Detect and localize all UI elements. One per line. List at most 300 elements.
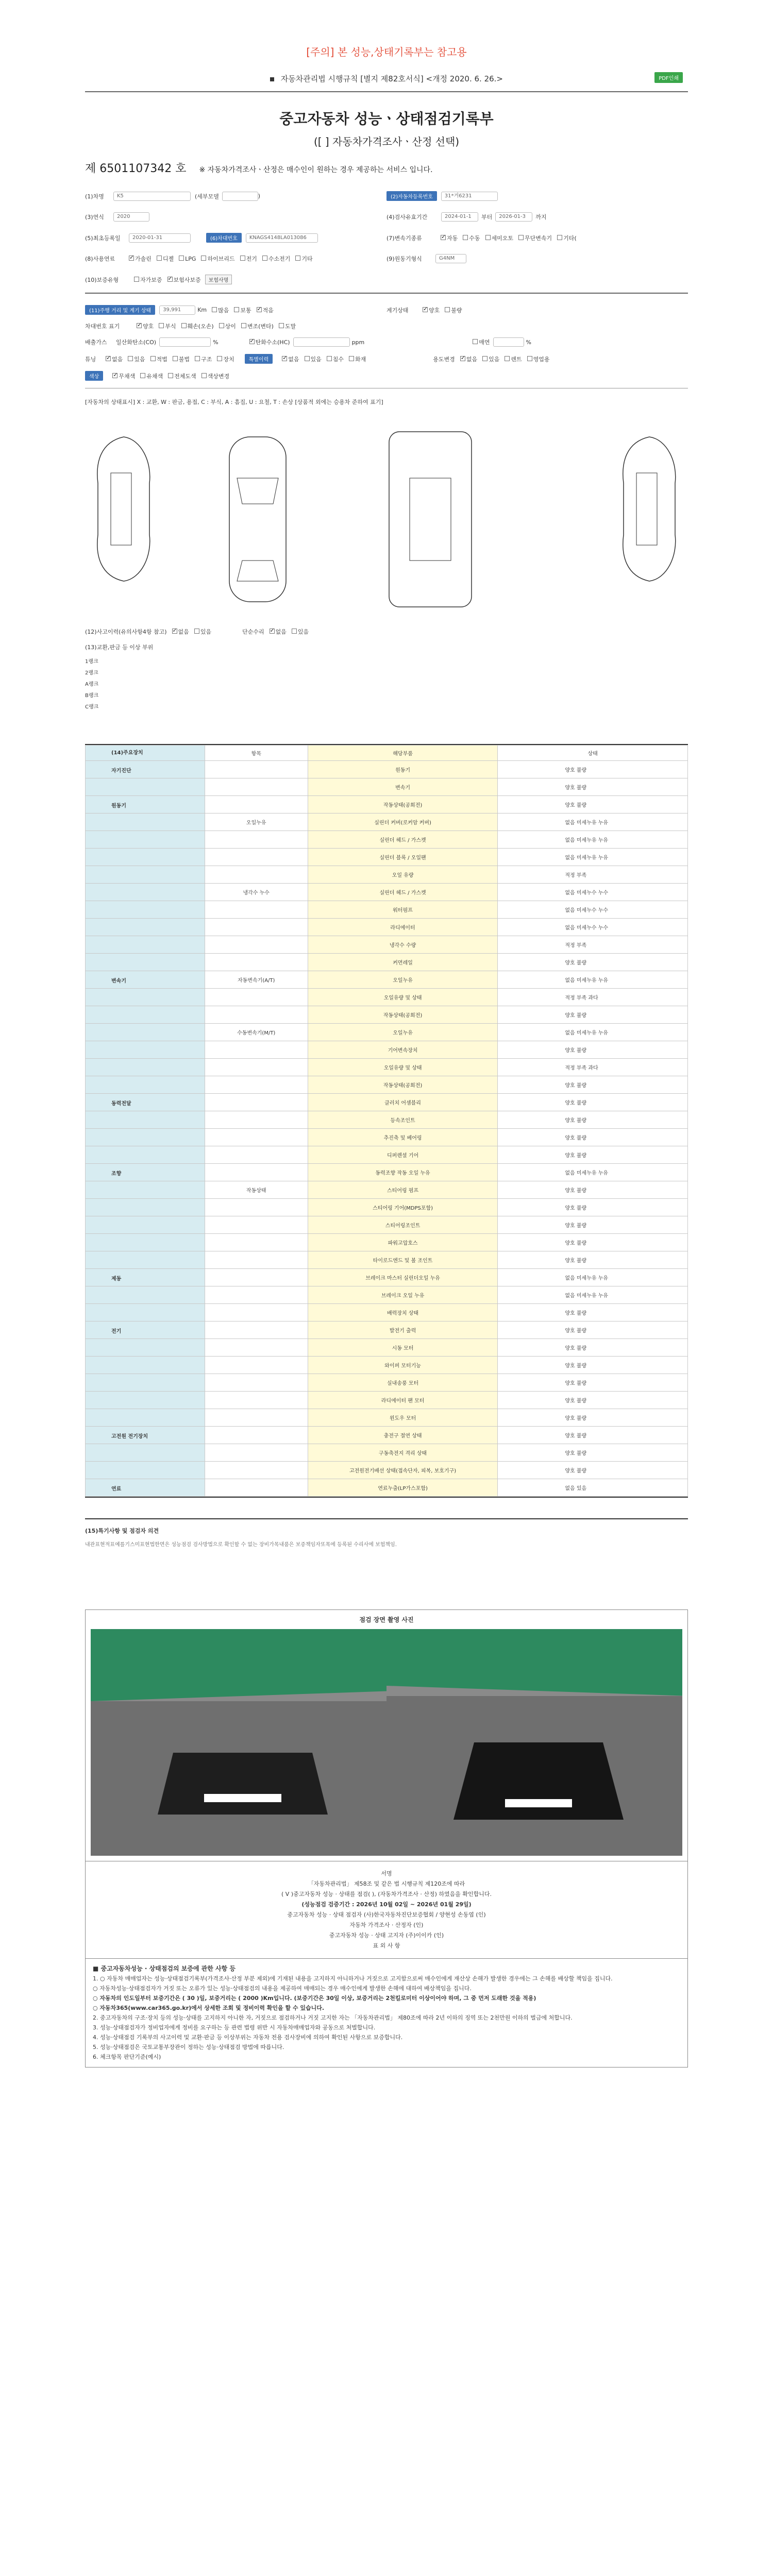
fuel-diesel-label: 디젤 — [162, 256, 174, 262]
row-status[interactable]: 양호 불량 — [498, 1041, 688, 1059]
row-item — [205, 761, 308, 778]
row-item — [205, 1374, 308, 1392]
row-status[interactable]: 양호 불량 — [498, 1094, 688, 1111]
row-item — [205, 1199, 308, 1216]
table-row — [86, 936, 688, 954]
row-status[interactable]: 적정 부족 — [498, 866, 688, 884]
simple-yes-label: 있음 — [297, 629, 309, 635]
row-item — [205, 866, 308, 884]
fuel-label: (8)사용연료 — [85, 256, 115, 262]
row-status[interactable]: 양호 불량 — [498, 1374, 688, 1392]
pdf-print-button[interactable]: PDF인쇄 — [654, 72, 683, 83]
row-status[interactable]: 양호 불량 — [498, 1392, 688, 1409]
row-category — [86, 1251, 205, 1269]
row-part: 타이로드엔드 및 볼 조인트 — [308, 1251, 498, 1269]
use-none-label: 없음 — [466, 355, 478, 363]
co-field[interactable] — [159, 337, 211, 347]
row-category — [86, 989, 205, 1006]
row-status[interactable]: 없음 미세누유 누유 — [498, 1164, 688, 1181]
mileage-many-label: 많음 — [218, 307, 229, 314]
table-row — [86, 901, 688, 919]
row-status[interactable]: 양호 불량 — [498, 1321, 688, 1339]
special-history-label: 특별이력 — [245, 354, 273, 364]
row-item — [205, 1479, 308, 1497]
parts-rank-list — [85, 656, 688, 713]
row-status[interactable]: 없음 미세누유 누유 — [498, 1024, 688, 1041]
fuel-electric-label: 전기 — [246, 256, 257, 262]
row-status[interactable]: 양호 불량 — [498, 1409, 688, 1427]
use-change-label: 용도변경 — [433, 355, 455, 363]
header-status: 상태 — [498, 745, 688, 761]
car-left-outline — [85, 432, 162, 586]
hc-checkbox[interactable] — [249, 339, 255, 344]
cert-number-line — [85, 160, 688, 176]
row-part: 고전원전기배선 상태(접속단자, 피복, 보호기구) — [308, 1462, 498, 1479]
row-status[interactable]: 양호 불량 — [498, 778, 688, 796]
table-row — [86, 1111, 688, 1129]
row-part: 작동상태(공회전) — [308, 1006, 498, 1024]
row-part: 실린더 블록 / 오일팬 — [308, 849, 498, 866]
row-status[interactable]: 적정 부족 과다 — [498, 1059, 688, 1076]
trans-checkbox-etc[interactable] — [557, 235, 562, 240]
vin-mark-checkbox-paint[interactable] — [279, 323, 284, 328]
note-6: 3. 성능·상태점검자가 정비업자에게 정비를 요구하는 등 관련 법령 위반 시 자동차매매업자와 공동으로 처벌합니다. — [93, 2024, 376, 2031]
table-row — [86, 1076, 688, 1094]
rank-a: A랭크 — [85, 682, 99, 687]
tune-checkbox-none[interactable] — [106, 356, 111, 361]
use-checkbox-none[interactable] — [460, 356, 465, 361]
special-checkbox-yes[interactable] — [305, 356, 310, 361]
table-row — [86, 1409, 688, 1427]
hc-field[interactable] — [293, 337, 350, 347]
row-item — [205, 1321, 308, 1339]
header-main-device: (14)주요장치 — [86, 745, 205, 761]
notice-text: [주의] 본 성능,상태기록부는 참고용 — [306, 46, 467, 58]
row-category — [86, 778, 205, 796]
table-row — [86, 814, 688, 831]
table-row — [86, 971, 688, 989]
row-item — [205, 919, 308, 936]
row-status[interactable]: 없음 미세누수 누수 — [498, 884, 688, 901]
row-category — [86, 936, 205, 954]
vin-mark-rust-label: 부식 — [165, 323, 176, 330]
special-checkbox-none[interactable] — [282, 356, 287, 361]
row-item — [205, 1286, 308, 1304]
fuel-checkbox-etc[interactable] — [295, 256, 300, 261]
fuel-checkbox-diesel[interactable] — [157, 256, 162, 261]
trans-checkbox-manual[interactable] — [463, 235, 468, 240]
use-checkbox-biz[interactable] — [527, 356, 532, 361]
row-status[interactable]: 양호 불량 — [498, 1357, 688, 1374]
row-status[interactable]: 없음 미세누유 누유 — [498, 849, 688, 866]
vin-label: (6)차대번호 — [206, 233, 242, 243]
period-to-field[interactable]: 2026-01-3 — [495, 212, 532, 222]
mileage-col — [85, 305, 386, 315]
row-emission — [85, 337, 688, 347]
row-part: 기어변속장치 — [308, 1041, 498, 1059]
special-checkbox-fire[interactable] — [349, 356, 354, 361]
tune-checkbox-struct[interactable] — [195, 356, 200, 361]
row-item — [205, 1094, 308, 1111]
row-status[interactable]: 없음 미세누유 누유 — [498, 971, 688, 989]
row-status[interactable]: 없음 미세누유 누유 — [498, 1286, 688, 1304]
row-part: 오일유량 및 상태 — [308, 989, 498, 1006]
fuel-checkbox-hybrid[interactable] — [201, 256, 206, 261]
trans-label: (7)변속기종류 — [386, 234, 422, 242]
special-notes-text: 내관표현적표예를기스미표현법한면은 성능점검 검사방법으로 확인할 수 없는 장비가목내품은 보증책임자또목에 등록된 수리사에 보험책임. — [85, 1542, 397, 1548]
table-row — [86, 1234, 688, 1251]
mileage-label: (11)주행 거리 및 계기 상태 — [85, 305, 155, 315]
row-category — [86, 1304, 205, 1321]
row-part: 브레이크 마스터 실린더오일 누유 — [308, 1269, 498, 1286]
row-part: 스티어링조인트 — [308, 1216, 498, 1234]
row-status[interactable]: 없음 미세누유 누유 — [498, 814, 688, 831]
vin-mark-diff-label: 상이 — [225, 323, 236, 330]
row-part: 워터펌프 — [308, 901, 498, 919]
vin-mark-good-label: 양호 — [143, 323, 154, 330]
page-subtitle: ([ ] 자동차가격조사ㆍ산정 선택) — [313, 135, 460, 148]
special-notes-label: (15)특기사항 및 점검자 의견 — [85, 1528, 159, 1534]
note-5: 2. 중고자동차의 구조·장치 등의 성능·상태를 고지하지 아니한 자, 거짓으로 점검하거나 거짓 고지한 자는 「자동차관리법」 제80조에 따라 2년 이하의 징역 또는 2천만원 이하의 벌금에 처합니다. — [93, 2014, 573, 2021]
vin-mark-checkbox-damage[interactable] — [181, 323, 187, 328]
table-row — [86, 761, 688, 778]
row-status[interactable]: 양호 불량 — [498, 1006, 688, 1024]
period-from-field[interactable]: 2024-01-1 — [441, 212, 478, 222]
vin-mark-checkbox-diff[interactable] — [219, 323, 224, 328]
row-status[interactable]: 양호 불량 — [498, 1146, 688, 1164]
gauge-label: 계기상태 — [386, 307, 409, 314]
note-2: ○ 자동차성능·상태점검자가 거짓 또는 오류가 있는 성능·상태점검의 내용을 제공하여 매매되는 경우 매수인에게 발생한 손해에 대하여 배상책임을 집니다. — [93, 1985, 472, 1992]
hc-unit: ppm — [351, 338, 365, 346]
table-row — [86, 1094, 688, 1111]
row-category — [86, 831, 205, 849]
row-item: 자동변속기(A/T) — [205, 971, 308, 989]
photo-front-image — [386, 1629, 682, 1856]
law-header — [85, 73, 688, 92]
color-checkbox-chromatic[interactable] — [140, 373, 145, 378]
tune-checkbox-device[interactable] — [217, 356, 222, 361]
row-category: 조향 — [86, 1164, 205, 1181]
tune-checkbox-yes[interactable] — [128, 356, 133, 361]
special-none-label: 없음 — [288, 355, 299, 363]
note-1: 1. ○ 자동차 매매업자는 성능·상태점검기록부(가격조사·산정 부분 제외)에 기재된 내용을 고지하지 아니하거나 거짓으로 고지함으로써 매수인에게 재산상 손해가 발생한 경우에는 그 손해를 배상할 책임을 집니다. — [93, 1975, 613, 1982]
row-item — [205, 1129, 308, 1146]
row-item — [205, 1304, 308, 1321]
row-category — [86, 866, 205, 884]
row-status[interactable]: 없음 미세누유 누유 — [498, 1269, 688, 1286]
cert-number: 제 6501107342 호 — [85, 162, 187, 175]
row-item — [205, 796, 308, 814]
year-field[interactable]: 2020 — [113, 212, 149, 222]
row-part: 브레이크 오일 누유 — [308, 1286, 498, 1304]
color-checkbox-change[interactable] — [201, 373, 207, 378]
special-checkbox-flood[interactable] — [327, 356, 332, 361]
row-item — [205, 1357, 308, 1374]
vin-mark-checkbox-good[interactable] — [137, 323, 142, 328]
trans-checkbox-cvt[interactable] — [518, 235, 524, 240]
warranty-self-label: 자가보증 — [140, 276, 162, 283]
name-field[interactable]: K5 — [113, 192, 191, 201]
inspection-photo-front-angle — [91, 1629, 386, 1856]
row-status[interactable]: 양호 불량 — [498, 1444, 688, 1462]
row-category — [86, 1181, 205, 1199]
row-category — [86, 849, 205, 866]
row-status[interactable]: 양호 불량 — [498, 1427, 688, 1444]
simple-checkbox-none[interactable] — [270, 629, 275, 634]
mileage-field[interactable]: 39,991 — [159, 306, 195, 315]
fuel-checkbox-lpg[interactable] — [179, 256, 184, 261]
row-status[interactable]: 양호 불량 — [498, 1462, 688, 1479]
table-row — [86, 1059, 688, 1076]
row-category: 제동 — [86, 1269, 205, 1286]
row-status[interactable]: 양호 불량 — [498, 1339, 688, 1357]
row-part: 오일누유 — [308, 971, 498, 989]
row-status[interactable]: 양호 불량 — [498, 796, 688, 814]
first-reg-label: (5)최초등록일 — [85, 234, 121, 242]
co-unit: % — [213, 338, 219, 346]
trans-checkbox-semi[interactable] — [485, 235, 491, 240]
table-row — [86, 1181, 688, 1199]
row-part: 구동축전지 격리 상태 — [308, 1444, 498, 1462]
row-part: 클러치 어셈블리 — [308, 1094, 498, 1111]
row-status[interactable]: 적정 부족 — [498, 936, 688, 954]
row-category — [86, 1374, 205, 1392]
row-category — [86, 1041, 205, 1059]
row-accident — [85, 628, 688, 636]
first-reg-field[interactable]: 2020-01-31 — [129, 233, 191, 243]
year-label: (3)연식 — [85, 214, 104, 221]
row-category — [86, 954, 205, 971]
smoke-checkbox[interactable] — [473, 339, 478, 344]
row-part: 라디에이터 — [308, 919, 498, 936]
accident-checkbox-yes[interactable] — [194, 629, 199, 634]
vin-mark-damage-label: 훼손(오손) — [187, 323, 214, 330]
footer-line-3: (성능점검 검증기간 : 2026년 10월 02일 ~ 2026년 01월 29일) — [301, 1901, 472, 1908]
gauge-checkbox-bad[interactable] — [445, 307, 450, 312]
warranty-checkbox-insurance[interactable] — [167, 277, 173, 282]
row-part: 실내송풍 모터 — [308, 1374, 498, 1392]
row-item — [205, 901, 308, 919]
row-part: 작동상태(공회전) — [308, 1076, 498, 1094]
row-status[interactable]: 양호 불량 — [498, 1181, 688, 1199]
rank-2: 2랭크 — [85, 670, 98, 676]
tune-checkbox-illegal[interactable] — [173, 356, 178, 361]
diagram-legend: [자동차의 상태표시] X : 교환, W : 판금, 용접, C : 부식, A : 흠집, U : 요철, T : 손상 [상품적 외에는 승용차 준하여 표기] — [85, 399, 383, 405]
table-row — [86, 1024, 688, 1041]
trans-auto-label: 자동 — [447, 234, 458, 242]
row-status[interactable]: 양호 불량 — [498, 1199, 688, 1216]
accident-checkbox-none[interactable] — [172, 629, 177, 634]
row-item — [205, 1269, 308, 1286]
accident-none-label: 없음 — [178, 629, 189, 635]
row-part: 추진축 및 베어링 — [308, 1129, 498, 1146]
trans-semi-label: 세미오토 — [491, 234, 514, 242]
rank-1: 1랭크 — [85, 659, 98, 665]
engine-field[interactable]: G4NM — [435, 254, 466, 263]
footer-line-2: ( V )중고자동차 성능 · 상태를 점검( ), (자동차가격조사 · 산정) 하였음을 확인합니다. — [281, 1891, 492, 1897]
row-item — [205, 989, 308, 1006]
car-top-outline — [224, 432, 291, 607]
accident-yes-label: 있음 — [200, 629, 212, 635]
accident-label: (12)사고이력(유의사항4항 참고) — [85, 629, 167, 635]
table-row — [86, 1041, 688, 1059]
row-part: 스티어링 펌프 — [308, 1181, 498, 1199]
table-row — [86, 866, 688, 884]
row-item — [205, 1146, 308, 1164]
row-category — [86, 1286, 205, 1304]
warranty-insurance-label: 보험사보증 — [173, 276, 201, 283]
row-item: 냉각수 누수 — [205, 884, 308, 901]
row-status[interactable]: 양호 불량 — [498, 1234, 688, 1251]
smoke-label: 매연 — [479, 339, 490, 346]
row-part: 오일유량 및 상태 — [308, 1059, 498, 1076]
row-firstreg-vin — [85, 233, 688, 243]
color-label: 색상 — [85, 371, 103, 381]
use-checkbox-yes[interactable] — [482, 356, 488, 361]
mileage-checkbox-many[interactable] — [212, 307, 217, 312]
engine-label: (9)원동기형식 — [386, 256, 422, 262]
row-item — [205, 1339, 308, 1357]
table-row — [86, 1392, 688, 1409]
row-item: 수동변속기(M/T) — [205, 1024, 308, 1041]
row-category: 자기진단 — [86, 761, 205, 778]
row-status[interactable]: 없음 미세누수 누수 — [498, 919, 688, 936]
row-category: 변속기 — [86, 971, 205, 989]
simple-checkbox-yes[interactable] — [292, 629, 297, 634]
row-item — [205, 1427, 308, 1444]
row-status[interactable]: 양호 불량 — [498, 1216, 688, 1234]
row-part: 실린더 커버(로커암 커버) — [308, 814, 498, 831]
row-category — [86, 901, 205, 919]
row-category — [86, 1216, 205, 1234]
detail-close: ) — [258, 193, 261, 199]
fuel-hybrid-label: 하이브리드 — [207, 256, 235, 262]
period-end: 까지 — [535, 214, 547, 221]
table-row — [86, 1129, 688, 1146]
color-full-paint-label: 전체도색 — [174, 372, 196, 380]
table-row — [86, 954, 688, 971]
mileage-checkbox-normal[interactable] — [234, 307, 239, 312]
warranty-label: (10)보증유형 — [85, 276, 119, 283]
row-item — [205, 1216, 308, 1234]
row-status[interactable]: 양호 불량 — [498, 761, 688, 778]
row-category: 고전원 전기장치 — [86, 1427, 205, 1444]
row-item — [205, 831, 308, 849]
row-item — [205, 1059, 308, 1076]
co-label: 일산화탄소(CO) — [116, 339, 157, 346]
mileage-checkbox-few[interactable] — [257, 307, 262, 312]
rank-c: C랭크 — [85, 704, 99, 710]
car-underbody-diagram — [374, 427, 487, 612]
row-warranty — [85, 275, 688, 284]
tune-label: 튜닝 — [85, 355, 96, 363]
row-item — [205, 1251, 308, 1269]
row-vin-mark — [85, 322, 688, 330]
warranty-checkbox-self[interactable] — [134, 277, 139, 282]
vin-mark-checkbox-rust[interactable] — [159, 323, 164, 328]
row-status[interactable]: 없음 있음 — [498, 1479, 688, 1497]
car-underbody-outline — [374, 427, 487, 612]
row-part: 시동 모터 — [308, 1339, 498, 1357]
note-3: ○ 자동차의 인도일부터 보증기간은 ( 30 )일, 보증거리는 ( 2000 )Km입니다. (보증기간은 30일 이상, 보증거리는 2천킬로미터 이상이어야 하며, 그 중 먼저 도래한 것을 적용) — [93, 1995, 536, 2002]
use-checkbox-rent[interactable] — [505, 356, 510, 361]
fuel-gasoline-label: 가솔린 — [135, 256, 152, 262]
table-row — [86, 1164, 688, 1181]
insurance-name-button[interactable]: 보험사명 — [205, 275, 232, 284]
reg-col — [386, 191, 688, 201]
trans-checkbox-auto[interactable] — [441, 235, 446, 240]
row-status[interactable]: 양호 불량 — [498, 1251, 688, 1269]
fuel-checkbox-hydrogen[interactable] — [262, 256, 267, 261]
use-rent-label: 렌트 — [511, 355, 522, 363]
period-col — [386, 212, 688, 222]
row-status[interactable]: 없음 미세누유 누유 — [498, 831, 688, 849]
rank-b: B랭크 — [85, 693, 99, 699]
row-category — [86, 1076, 205, 1094]
tune-checkbox-legal[interactable] — [150, 356, 156, 361]
reg-field[interactable]: 31*거6231 — [441, 192, 498, 201]
row-category: 전기 — [86, 1321, 205, 1339]
row-year-period — [85, 212, 688, 222]
color-checkbox-full-paint[interactable] — [168, 373, 173, 378]
row-item — [205, 1041, 308, 1059]
row-part: 실린더 헤드 / 가스켓 — [308, 884, 498, 901]
page-title: 중고자동차 성능ㆍ상태점검기록부 — [279, 110, 494, 127]
row-status[interactable]: 양호 불량 — [498, 1129, 688, 1146]
note-4: ○ 자동차365(www.car365.go.kr)에서 상세한 조회 및 정비이력 확인을 할 수 있습니다. — [93, 2005, 325, 2011]
vin-field[interactable]: KNAGS4148LA013086 — [246, 233, 318, 243]
photo-title: 점검 장면 촬영 사진 — [359, 1616, 414, 1623]
row-status[interactable]: 양호 불량 — [498, 1304, 688, 1321]
row-item — [205, 1462, 308, 1479]
row-status[interactable]: 적정 부족 과다 — [498, 989, 688, 1006]
period-sep: 부터 — [481, 214, 493, 221]
row-status[interactable]: 없음 미세누수 누수 — [498, 901, 688, 919]
row-part: 윈도우 모터 — [308, 1409, 498, 1427]
vin-mark-checkbox-alter[interactable] — [241, 323, 246, 328]
smoke-field[interactable] — [493, 337, 524, 347]
row-status[interactable]: 양호 불량 — [498, 1076, 688, 1094]
note-7: 4. 성능·상태점검 기록부의 사고이력 및 교환·판금 등 이상부위는 자동차 전용 검사장비에 의하여 확인된 사항으로 보증합니다. — [93, 2034, 403, 2041]
row-category — [86, 884, 205, 901]
year-col — [85, 212, 386, 222]
color-checkbox-achromatic[interactable] — [112, 373, 117, 378]
row-part: 파워고압호스 — [308, 1234, 498, 1251]
table-row — [86, 1444, 688, 1462]
car-right-outline — [611, 432, 688, 586]
photo-row — [86, 1629, 687, 1856]
detail-field[interactable] — [222, 192, 261, 201]
gauge-checkbox-good[interactable] — [423, 307, 428, 312]
row-status[interactable]: 양호 불량 — [498, 1111, 688, 1129]
table-row — [86, 778, 688, 796]
table-row — [86, 1216, 688, 1234]
table-row — [86, 1321, 688, 1339]
row-status[interactable]: 양호 불량 — [498, 954, 688, 971]
tune-illegal-label: 불법 — [178, 355, 190, 363]
special-notes-section — [85, 1518, 688, 1548]
row-part: 스티어링 기어(MDPS포함) — [308, 1199, 498, 1216]
fuel-lpg-label: LPG — [185, 255, 196, 262]
row-item — [205, 1392, 308, 1409]
fuel-hydrogen-label: 수소전기 — [268, 256, 291, 262]
period-label: (4)검사유효기간 — [386, 214, 428, 221]
fuel-checkbox-gasoline[interactable] — [129, 256, 134, 261]
row-category: 동력전달 — [86, 1094, 205, 1111]
gauge-good-label: 양호 — [429, 307, 440, 314]
fuel-checkbox-electric[interactable] — [240, 256, 245, 261]
mileage-normal-label: 보통 — [240, 307, 251, 314]
